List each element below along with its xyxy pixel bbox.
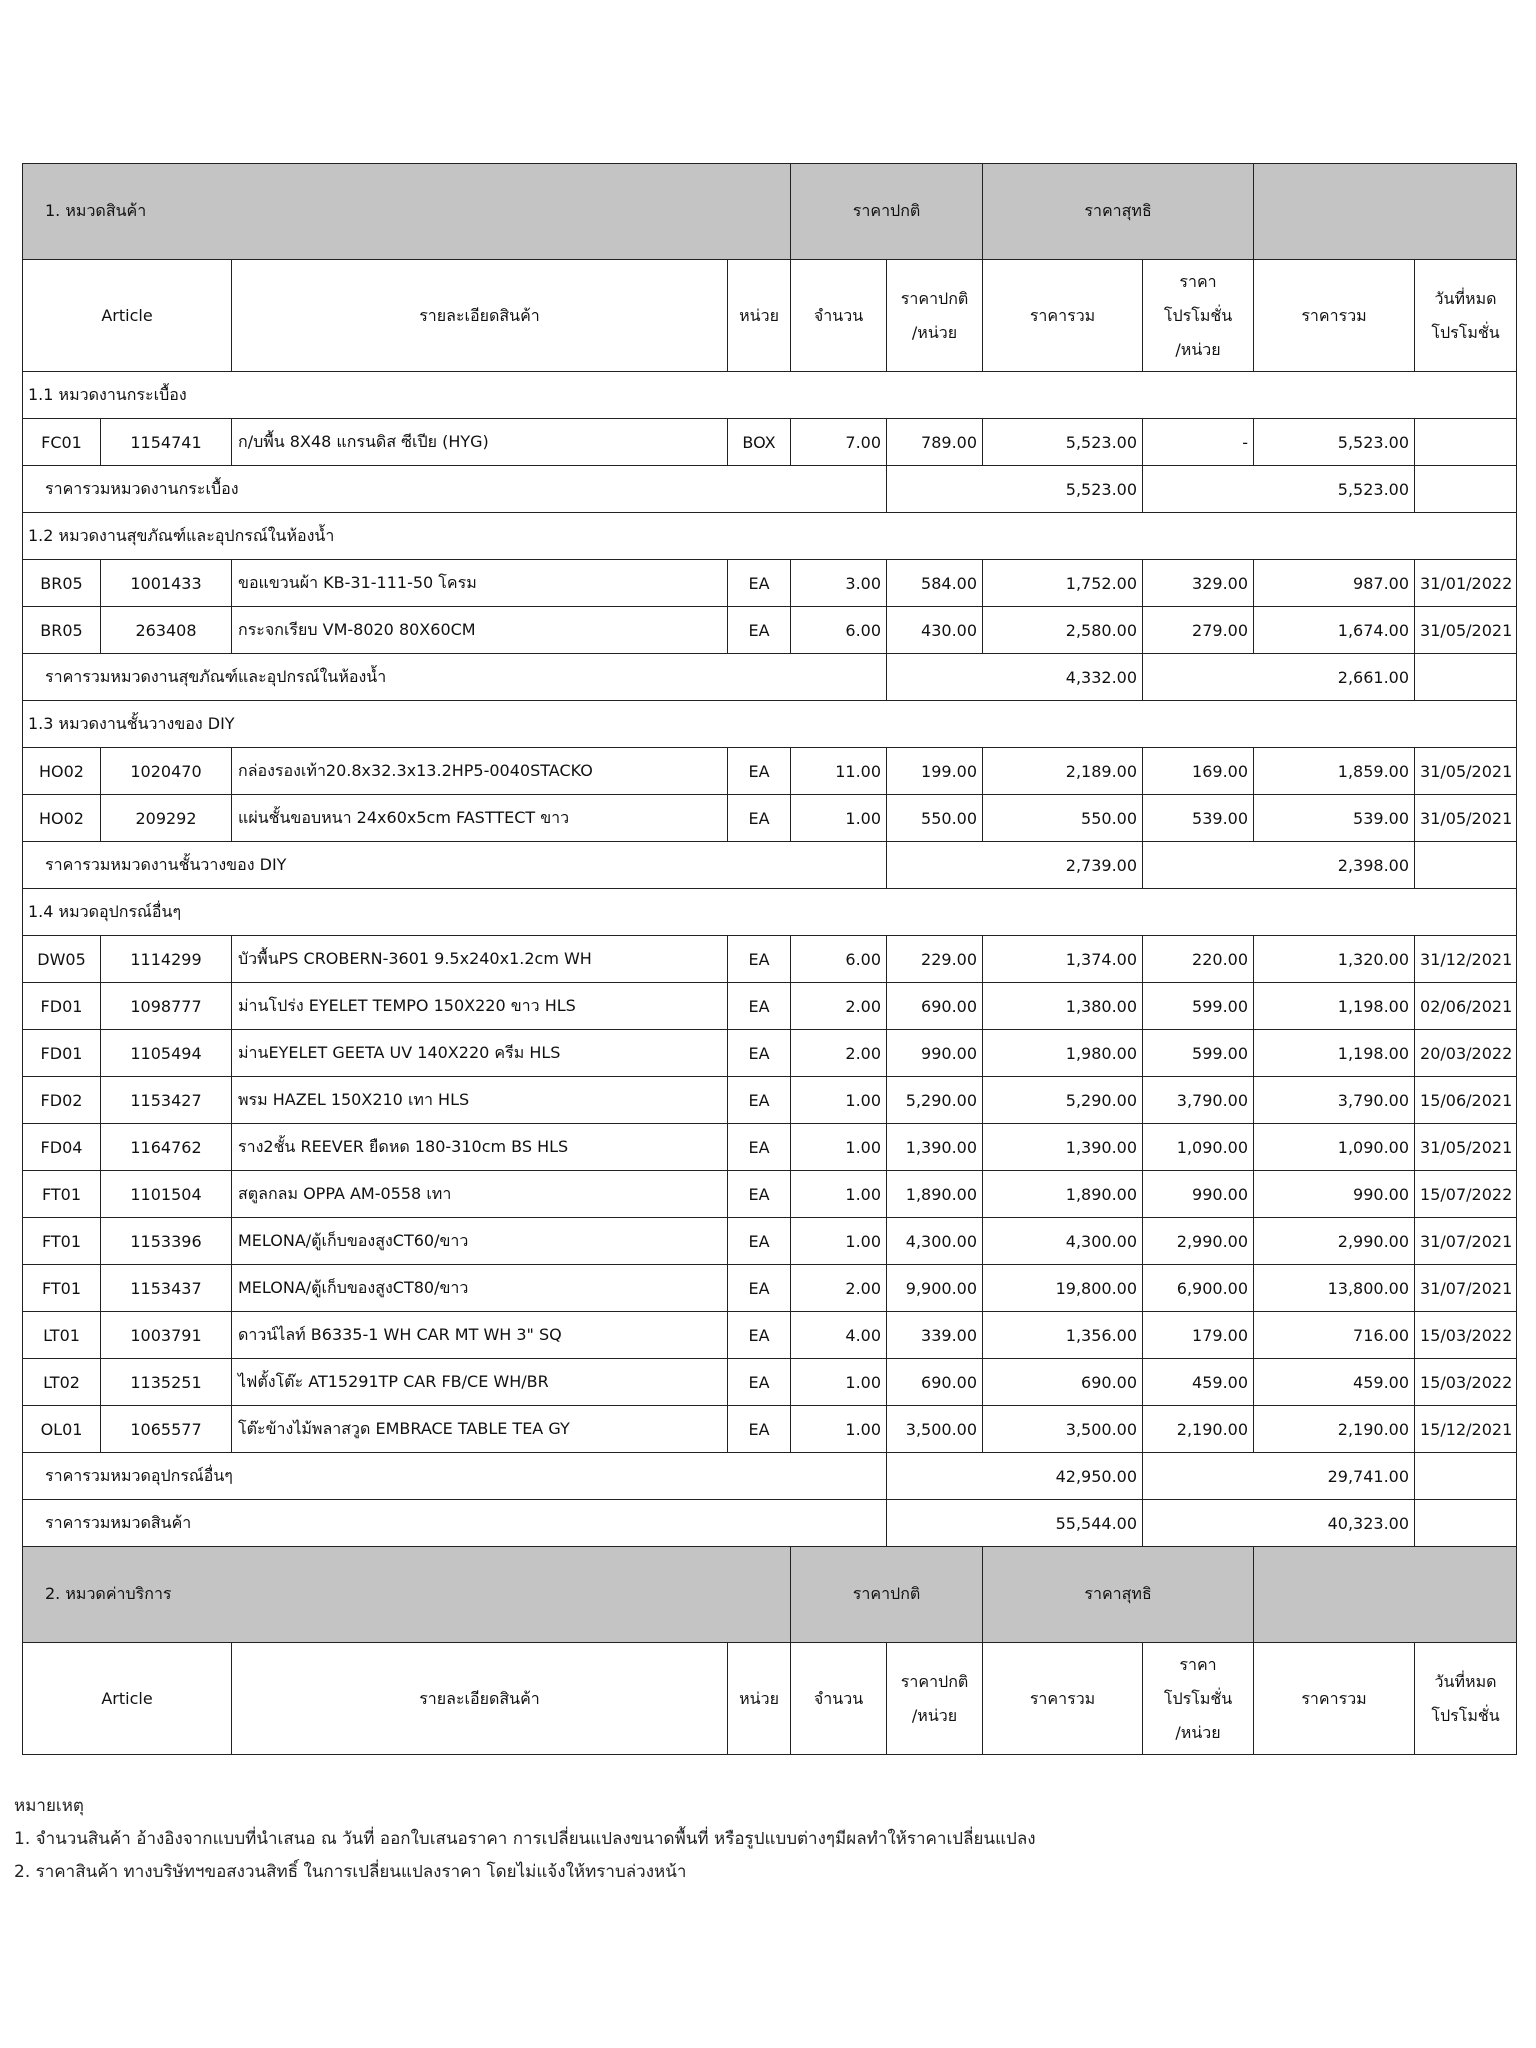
- subtotal-label: ราคารวมหมวดอุปกรณ์อื่นๆ: [23, 1453, 887, 1500]
- subtotal-row: [23, 466, 1517, 513]
- item-promo-end: 15/07/2022: [1415, 1171, 1517, 1218]
- item-article: 1114299: [101, 936, 232, 983]
- table-row: [23, 1030, 1517, 1077]
- table-row: [23, 936, 1517, 983]
- item-net-total: 1,198.00: [1254, 983, 1415, 1030]
- item-unit: EA: [728, 1171, 791, 1218]
- col-net-total: [1254, 1643, 1415, 1755]
- net-price-heading: ราคาสุทธิ: [983, 164, 1254, 260]
- item-total: 550.00: [983, 795, 1143, 842]
- item-code: OL01: [23, 1406, 101, 1453]
- item-unit-price: 690.00: [887, 1359, 983, 1406]
- col-promo-l2: โปรโมชั่น: [1163, 305, 1233, 325]
- item-total: 5,523.00: [983, 419, 1143, 466]
- subtotal-label: ราคารวมหมวดงานกระเบื้อง: [23, 466, 887, 513]
- col-promo-l3: /หน่วย: [1175, 1722, 1221, 1742]
- table-row: [23, 795, 1517, 842]
- table-row: [23, 1265, 1517, 1312]
- item-code: DW05: [23, 936, 101, 983]
- item-promo-price: 220.00: [1143, 936, 1254, 983]
- col-promo-l3: /หน่วย: [1175, 339, 1221, 359]
- item-unit-price: 5,290.00: [887, 1077, 983, 1124]
- col-promo-end-l1: วันที่หมด: [1434, 1671, 1497, 1691]
- item-net-total: 2,990.00: [1254, 1218, 1415, 1265]
- note-line-1: 1. จำนวนสินค้า อ้างอิงจากแบบที่นำเสนอ ณ วันที่ ออกใบเสนอราคา การเปลี่ยนแปลงขนาดพื้นที่ หรือรูปแบบต่างๆมีผลทำให้ราคาเปลี่ยนแปลง: [14, 1829, 1036, 1849]
- item-qty: 2.00: [791, 1030, 887, 1077]
- subtotal-net: 5,523.00: [1143, 466, 1415, 513]
- subtotal-row: [23, 1453, 1517, 1500]
- group-title: 1.3 หมวดงานชั้นวางของ DIY: [23, 701, 1517, 748]
- item-unit: EA: [728, 560, 791, 607]
- item-qty: 4.00: [791, 1312, 887, 1359]
- item-net-total: 1,674.00: [1254, 607, 1415, 654]
- item-unit: EA: [728, 1359, 791, 1406]
- item-unit: EA: [728, 1406, 791, 1453]
- normal-price-heading: ราคาปกติ: [791, 1547, 983, 1643]
- item-promo-price: 169.00: [1143, 748, 1254, 795]
- item-promo-end: 31/07/2021: [1415, 1218, 1517, 1265]
- group-row: [23, 701, 1517, 748]
- item-total: 2,189.00: [983, 748, 1143, 795]
- grand-total-blank: [1415, 1500, 1517, 1547]
- table-row: [23, 607, 1517, 654]
- item-qty: 1.00: [791, 1171, 887, 1218]
- normal-price-heading: ราคาปกติ: [791, 164, 983, 260]
- col-promo-end-l2: โปรโมชั่น: [1431, 322, 1500, 342]
- grand-total-label: ราคารวมหมวดสินค้า: [23, 1500, 887, 1547]
- item-qty: 7.00: [791, 419, 887, 466]
- group-title: 1.2 หมวดงานสุขภัณฑ์และอุปกรณ์ในห้องน้ำ: [23, 513, 1517, 560]
- item-promo-price: 179.00: [1143, 1312, 1254, 1359]
- subtotal-row: [23, 654, 1517, 701]
- item-description: แผ่นชั้นขอบหนา 24x60x5cm FASTTECT ขาว: [232, 795, 728, 842]
- item-article: 1101504: [101, 1171, 232, 1218]
- subtotal-blank: [1415, 842, 1517, 889]
- col-qty-label: จำนวน: [813, 305, 864, 325]
- col-total: [983, 1643, 1143, 1755]
- quotation-sheet: [22, 163, 1516, 1755]
- table-row: [23, 1124, 1517, 1171]
- col-promo: [1143, 260, 1254, 372]
- col-net-total: [1254, 260, 1415, 372]
- group-title: 1.4 หมวดอุปกรณ์อื่นๆ: [23, 889, 1517, 936]
- subtotal-net: 29,741.00: [1143, 1453, 1415, 1500]
- item-promo-end: 15/12/2021: [1415, 1406, 1517, 1453]
- notes-heading: หมายเหตุ: [14, 1796, 84, 1816]
- item-net-total: 13,800.00: [1254, 1265, 1415, 1312]
- subtotal-blank: [1415, 1453, 1517, 1500]
- item-promo-end: 15/03/2022: [1415, 1312, 1517, 1359]
- quotation-table: [22, 163, 1517, 1755]
- item-description: สตูลกลม OPPA AM-0558 เทา: [232, 1171, 728, 1218]
- col-promo-end-l1: วันที่หมด: [1434, 288, 1497, 308]
- col-unit-price: [887, 1643, 983, 1755]
- item-code: FT01: [23, 1265, 101, 1312]
- item-total: 1,752.00: [983, 560, 1143, 607]
- item-unit: EA: [728, 936, 791, 983]
- item-unit-price: 9,900.00: [887, 1265, 983, 1312]
- table-row: [23, 983, 1517, 1030]
- item-net-total: 1,859.00: [1254, 748, 1415, 795]
- item-description: ก/บพื้น 8X48 แกรนดิส ซีเปีย (HYG): [232, 419, 728, 466]
- grand-total-normal: 55,544.00: [887, 1500, 1143, 1547]
- item-promo-price: 459.00: [1143, 1359, 1254, 1406]
- item-article: 1065577: [101, 1406, 232, 1453]
- item-article: 263408: [101, 607, 232, 654]
- table-row: [23, 748, 1517, 795]
- item-promo-price: 1,090.00: [1143, 1124, 1254, 1171]
- col-unit: [728, 1643, 791, 1755]
- item-promo-price: 279.00: [1143, 607, 1254, 654]
- item-total: 1,980.00: [983, 1030, 1143, 1077]
- item-total: 3,500.00: [983, 1406, 1143, 1453]
- item-promo-end: 31/12/2021: [1415, 936, 1517, 983]
- item-article: 1153396: [101, 1218, 232, 1265]
- col-unit-label: หน่วย: [739, 1688, 779, 1708]
- item-unit: EA: [728, 983, 791, 1030]
- item-unit: BOX: [728, 419, 791, 466]
- item-article: 1020470: [101, 748, 232, 795]
- table-row: [23, 560, 1517, 607]
- col-unit-price-l1: ราคาปกติ: [900, 1671, 969, 1691]
- item-qty: 2.00: [791, 1265, 887, 1312]
- table-row: [23, 1359, 1517, 1406]
- section-header: [23, 1547, 1517, 1643]
- item-qty: 6.00: [791, 936, 887, 983]
- item-unit-price: 550.00: [887, 795, 983, 842]
- item-net-total: 1,320.00: [1254, 936, 1415, 983]
- item-unit: EA: [728, 795, 791, 842]
- item-qty: 1.00: [791, 1406, 887, 1453]
- item-total: 690.00: [983, 1359, 1143, 1406]
- group-row: [23, 513, 1517, 560]
- col-net-total-label: ราคารวม: [1301, 305, 1367, 325]
- item-promo-end: 31/07/2021: [1415, 1265, 1517, 1312]
- section-title: 1. หมวดสินค้า: [23, 164, 791, 260]
- subtotal-net: 2,661.00: [1143, 654, 1415, 701]
- subtotal-net: 2,398.00: [1143, 842, 1415, 889]
- col-promo-l2: โปรโมชั่น: [1163, 1688, 1233, 1708]
- column-header-row: [23, 1643, 1517, 1755]
- col-article-label: Article: [101, 305, 153, 325]
- note-line-2: 2. ราคาสินค้า ทางบริษัทฯขอสงวนสิทธิ์ ในการเปลี่ยนแปลงราคา โดยไม่แจ้งให้ทราบล่วงหน้า: [14, 1862, 687, 1882]
- item-description: พรม HAZEL 150X210 เทา HLS: [232, 1077, 728, 1124]
- subtotal-normal: 4,332.00: [887, 654, 1143, 701]
- item-promo-price: 599.00: [1143, 983, 1254, 1030]
- item-code: FT01: [23, 1218, 101, 1265]
- item-code: FD02: [23, 1077, 101, 1124]
- item-promo-end: 31/05/2021: [1415, 795, 1517, 842]
- item-qty: 3.00: [791, 560, 887, 607]
- col-promo: [1143, 1643, 1254, 1755]
- group-title: 1.1 หมวดงานกระเบื้อง: [23, 372, 1517, 419]
- item-unit-price: 990.00: [887, 1030, 983, 1077]
- item-code: BR05: [23, 607, 101, 654]
- item-article: 1105494: [101, 1030, 232, 1077]
- item-promo-end: 15/03/2022: [1415, 1359, 1517, 1406]
- item-promo-end: 31/05/2021: [1415, 607, 1517, 654]
- item-promo-end: 20/03/2022: [1415, 1030, 1517, 1077]
- col-promo-end: [1415, 260, 1517, 372]
- item-description: โต๊ะข้างไม้พลาสวูด EMBRACE TABLE TEA GY: [232, 1406, 728, 1453]
- item-article: 209292: [101, 795, 232, 842]
- section-title: 2. หมวดค่าบริการ: [23, 1547, 791, 1643]
- subtotal-normal: 5,523.00: [887, 466, 1143, 513]
- subtotal-blank: [1415, 654, 1517, 701]
- item-code: FT01: [23, 1171, 101, 1218]
- item-description: ดาวน์ไลท์ B6335-1 WH CAR MT WH 3" SQ: [232, 1312, 728, 1359]
- item-net-total: 1,198.00: [1254, 1030, 1415, 1077]
- item-code: HO02: [23, 795, 101, 842]
- table-row: [23, 1406, 1517, 1453]
- table-body: [23, 164, 1517, 1755]
- item-net-total: 539.00: [1254, 795, 1415, 842]
- net-price-heading: ราคาสุทธิ: [983, 1547, 1254, 1643]
- subtotal-row: [23, 842, 1517, 889]
- item-unit-price: 789.00: [887, 419, 983, 466]
- notes: [14, 1790, 1036, 1889]
- item-article: 1003791: [101, 1312, 232, 1359]
- item-article: 1135251: [101, 1359, 232, 1406]
- subtotal-blank: [1415, 466, 1517, 513]
- item-net-total: 3,790.00: [1254, 1077, 1415, 1124]
- item-qty: 1.00: [791, 1077, 887, 1124]
- item-unit: EA: [728, 748, 791, 795]
- item-description: MELONA/ตู้เก็บของสูงCT80/ขาว: [232, 1265, 728, 1312]
- item-description: ราง2ชั้น REEVER ยืดหด 180-310cm BS HLS: [232, 1124, 728, 1171]
- item-net-total: 990.00: [1254, 1171, 1415, 1218]
- item-promo-end: 02/06/2021: [1415, 983, 1517, 1030]
- item-article: 1154741: [101, 419, 232, 466]
- item-promo-end: 15/06/2021: [1415, 1077, 1517, 1124]
- item-net-total: 459.00: [1254, 1359, 1415, 1406]
- col-promo-end-l2: โปรโมชั่น: [1431, 1705, 1500, 1725]
- item-unit-price: 199.00: [887, 748, 983, 795]
- item-promo-price: 3,790.00: [1143, 1077, 1254, 1124]
- item-promo-end: 31/05/2021: [1415, 1124, 1517, 1171]
- item-description: ม่านEYELET GEETA UV 140X220 ครีม HLS: [232, 1030, 728, 1077]
- table-row: [23, 1218, 1517, 1265]
- col-description: [232, 260, 728, 372]
- item-total: 1,374.00: [983, 936, 1143, 983]
- col-description-label: รายละเอียดสินค้า: [419, 1688, 540, 1708]
- col-promo-l1: ราคา: [1179, 1654, 1217, 1674]
- col-article: [23, 1643, 232, 1755]
- item-description: กล่องรองเท้า20.8x32.3x13.2HP5-0040STACKO: [232, 748, 728, 795]
- item-unit: EA: [728, 1077, 791, 1124]
- subtotal-label: ราคารวมหมวดงานสุขภัณฑ์และอุปกรณ์ในห้องน้ำ: [23, 654, 887, 701]
- item-qty: 2.00: [791, 983, 887, 1030]
- item-net-total: 987.00: [1254, 560, 1415, 607]
- item-promo-price: 6,900.00: [1143, 1265, 1254, 1312]
- item-promo-price: 599.00: [1143, 1030, 1254, 1077]
- item-total: 1,390.00: [983, 1124, 1143, 1171]
- col-article-label: Article: [101, 1688, 153, 1708]
- item-article: 1164762: [101, 1124, 232, 1171]
- item-code: FD04: [23, 1124, 101, 1171]
- table-row: [23, 419, 1517, 466]
- col-article: [23, 260, 232, 372]
- item-unit-price: 229.00: [887, 936, 983, 983]
- item-code: FD01: [23, 1030, 101, 1077]
- item-qty: 1.00: [791, 795, 887, 842]
- col-total: [983, 260, 1143, 372]
- item-article: 1153427: [101, 1077, 232, 1124]
- item-article: 1098777: [101, 983, 232, 1030]
- item-unit-price: 1,390.00: [887, 1124, 983, 1171]
- table-row: [23, 1077, 1517, 1124]
- item-total: 1,380.00: [983, 983, 1143, 1030]
- table-row: [23, 1312, 1517, 1359]
- item-unit: EA: [728, 1124, 791, 1171]
- item-total: 19,800.00: [983, 1265, 1143, 1312]
- item-unit-price: 690.00: [887, 983, 983, 1030]
- item-promo-price: -: [1143, 419, 1254, 466]
- subtotal-label: ราคารวมหมวดงานชั้นวางของ DIY: [23, 842, 887, 889]
- item-description: MELONA/ตู้เก็บของสูงCT60/ขาว: [232, 1218, 728, 1265]
- item-description: ไฟตั้งโต๊ะ AT15291TP CAR FB/CE WH/BR: [232, 1359, 728, 1406]
- col-description-label: รายละเอียดสินค้า: [419, 305, 540, 325]
- col-total-label: ราคารวม: [1029, 305, 1096, 325]
- item-promo-price: 2,190.00: [1143, 1406, 1254, 1453]
- item-code: LT01: [23, 1312, 101, 1359]
- item-qty: 11.00: [791, 748, 887, 795]
- col-qty: [791, 1643, 887, 1755]
- item-unit-price: 4,300.00: [887, 1218, 983, 1265]
- col-unit-label: หน่วย: [739, 305, 779, 325]
- item-total: 2,580.00: [983, 607, 1143, 654]
- item-qty: 1.00: [791, 1124, 887, 1171]
- item-promo-price: 539.00: [1143, 795, 1254, 842]
- item-net-total: 2,190.00: [1254, 1406, 1415, 1453]
- item-unit-price: 3,500.00: [887, 1406, 983, 1453]
- col-unit-price: [887, 260, 983, 372]
- item-unit: EA: [728, 1218, 791, 1265]
- item-code: FD01: [23, 983, 101, 1030]
- col-total-label: ราคารวม: [1029, 1688, 1096, 1708]
- section-header: [23, 164, 1517, 260]
- item-promo-price: 2,990.00: [1143, 1218, 1254, 1265]
- col-net-total-label: ราคารวม: [1301, 1688, 1367, 1708]
- item-unit-price: 584.00: [887, 560, 983, 607]
- item-article: 1153437: [101, 1265, 232, 1312]
- item-promo-end: [1415, 419, 1517, 466]
- item-qty: 1.00: [791, 1359, 887, 1406]
- item-total: 4,300.00: [983, 1218, 1143, 1265]
- col-qty-label: จำนวน: [813, 1688, 864, 1708]
- item-qty: 1.00: [791, 1218, 887, 1265]
- col-unit-price-l1: ราคาปกติ: [900, 288, 969, 308]
- col-unit: [728, 260, 791, 372]
- item-total: 5,290.00: [983, 1077, 1143, 1124]
- grand-total-net: 40,323.00: [1143, 1500, 1415, 1547]
- section-blank: [1254, 164, 1517, 260]
- item-net-total: 716.00: [1254, 1312, 1415, 1359]
- item-unit: EA: [728, 1030, 791, 1077]
- item-promo-end: 31/05/2021: [1415, 748, 1517, 795]
- item-unit-price: 339.00: [887, 1312, 983, 1359]
- item-promo-price: 990.00: [1143, 1171, 1254, 1218]
- section-blank: [1254, 1547, 1517, 1643]
- item-total: 1,890.00: [983, 1171, 1143, 1218]
- grand-total-row: [23, 1500, 1517, 1547]
- column-header-row: [23, 260, 1517, 372]
- subtotal-normal: 2,739.00: [887, 842, 1143, 889]
- group-row: [23, 889, 1517, 936]
- item-unit-price: 430.00: [887, 607, 983, 654]
- item-net-total: 5,523.00: [1254, 419, 1415, 466]
- table-row: [23, 1171, 1517, 1218]
- col-unit-price-l2: /หน่วย: [911, 322, 958, 342]
- item-code: FC01: [23, 419, 101, 466]
- item-unit: EA: [728, 1312, 791, 1359]
- item-code: BR05: [23, 560, 101, 607]
- col-promo-l1: ราคา: [1179, 271, 1217, 291]
- item-description: ม่านโปร่ง EYELET TEMPO 150X220 ขาว HLS: [232, 983, 728, 1030]
- item-net-total: 1,090.00: [1254, 1124, 1415, 1171]
- item-code: LT02: [23, 1359, 101, 1406]
- item-qty: 6.00: [791, 607, 887, 654]
- item-total: 1,356.00: [983, 1312, 1143, 1359]
- item-promo-end: 31/01/2022: [1415, 560, 1517, 607]
- col-qty: [791, 260, 887, 372]
- item-unit: EA: [728, 1265, 791, 1312]
- item-code: HO02: [23, 748, 101, 795]
- col-promo-end: [1415, 1643, 1517, 1755]
- group-row: [23, 372, 1517, 419]
- item-description: กระจกเรียบ VM-8020 80X60CM: [232, 607, 728, 654]
- subtotal-normal: 42,950.00: [887, 1453, 1143, 1500]
- item-description: บัวพื้นPS CROBERN-3601 9.5x240x1.2cm WH: [232, 936, 728, 983]
- item-article: 1001433: [101, 560, 232, 607]
- item-unit-price: 1,890.00: [887, 1171, 983, 1218]
- col-unit-price-l2: /หน่วย: [911, 1705, 958, 1725]
- item-promo-price: 329.00: [1143, 560, 1254, 607]
- col-description: [232, 1643, 728, 1755]
- item-description: ขอแขวนผ้า KB-31-111-50 โครม: [232, 560, 728, 607]
- item-unit: EA: [728, 607, 791, 654]
